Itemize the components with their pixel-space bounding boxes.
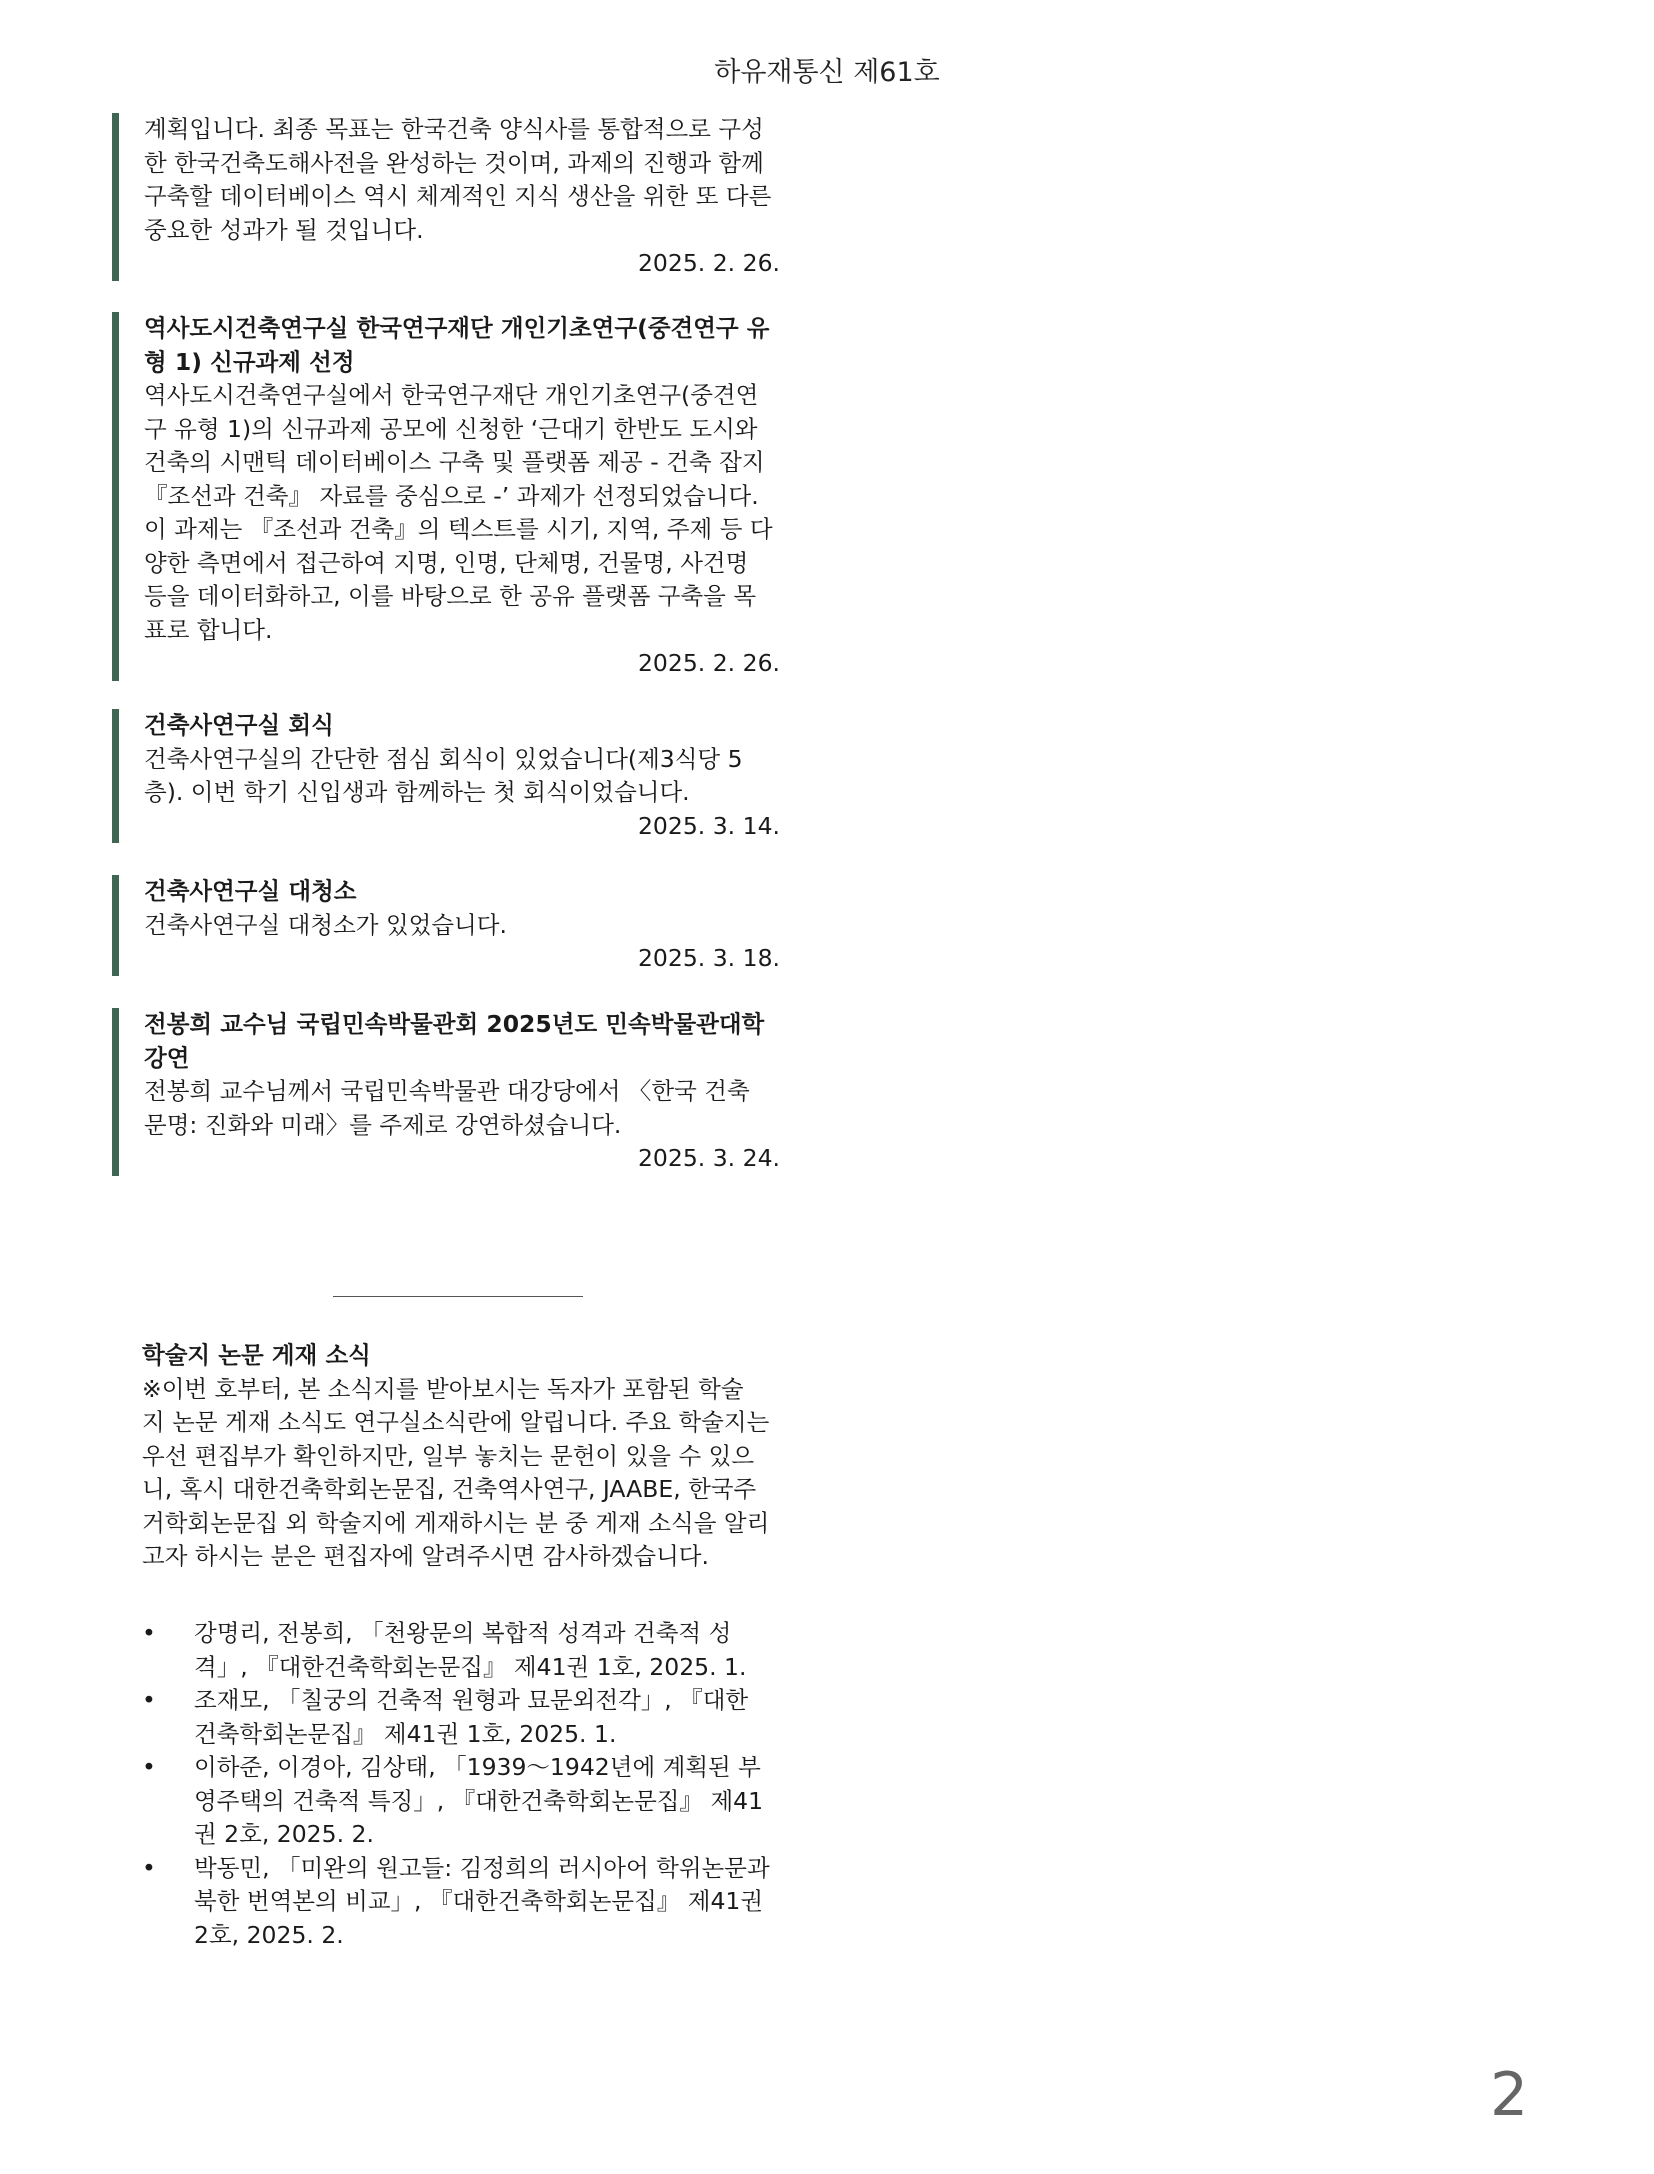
news-body-line: 등을 데이터화하고, 이를 바탕으로 한 공유 플랫폼 구축을 목 [144,582,757,610]
news-title-line: 건축사연구실 회식 [144,711,334,739]
news-date: 2025. 3. 24. [637,1144,780,1172]
news-body-line: 표로 합니다. [144,615,273,644]
newsletter-header: 하유재통신 제61호 [714,57,940,88]
journal-intro-line: ※이번 호부터, 본 소식지를 받아보시는 독자가 포함된 학술 [142,1374,744,1403]
news-body-line: 건축사연구실의 간단한 점심 회식이 있었습니다(제3식당 5 [144,744,743,773]
news-body-line: 건축사연구실 대청소가 있었습니다. [144,910,507,939]
news-body-line: 구축할 데이터베이스 역시 체계적인 지식 생산을 위한 또 다른 [144,182,772,210]
news-date: 2025. 3. 14. [637,811,780,840]
publication-line: 강명리, 전봉희, 「천왕문의 복합적 성격과 건축적 성 [194,1619,732,1647]
journal-section-title: 학술지 논문 게재 소식 [142,1341,371,1369]
news-body-line: 이 과제는 『조선과 건축』의 텍스트를 시기, 지역, 주제 등 다 [144,515,773,543]
publication-line: 북한 번역본의 비교」, 『대한건축학회논문집』 제41권 [194,1887,764,1915]
publication-item [142,1852,778,1953]
news-body-line: 한 한국건축도해사전을 완성하는 것이며, 과제의 진행과 함께 [144,148,764,177]
news-body-line: 『조선과 건축』 자료를 중심으로 -’ 과제가 선정되었습니다. [144,481,759,510]
news-body-line: 전봉희 교수님께서 국립민속박물관 대강당에서 〈한국 건축 [144,1077,750,1105]
publication-line: 건축학회논문집』 제41권 1호, 2025. 1. [194,1719,617,1748]
news-date: 2025. 2. 26. [637,649,780,677]
journal-intro-line: 우선 편집부가 확인하지만, 일부 놓치는 문헌이 있을 수 있으 [142,1441,755,1470]
news-body-line: 중요한 성과가 될 것입니다. [144,215,424,244]
news-body-line: 구 유형 1)의 신규과제 공모에 신청한 ‘근대기 한반도 도시와 [144,414,758,443]
publication-item [142,1617,778,1684]
news-title-line: 형 1) 신규과제 선정 [144,347,355,376]
news-body-line: 계획입니다. 최종 목표는 한국건축 양식사를 통합적으로 구성 [144,115,764,143]
news-title-line: 건축사연구실 대청소 [144,877,357,905]
news-body-line: 역사도시건축연구실에서 한국연구재단 개인기초연구(중견연 [144,381,759,409]
publication-item [142,1684,778,1751]
section-divider [333,1296,583,1297]
publication-line: 조재모, 「칠궁의 건축적 원형과 묘문외전각」, 『대한 [194,1686,749,1714]
news-body-line: 문명: 진화와 미래〉를 주제로 강연하셨습니다. [144,1110,622,1139]
publication-line: 권 2호, 2025. 2. [194,1820,374,1848]
journal-intro-line: 지 논문 게재 소식도 연구실소식란에 알립니다. 주요 학술지는 [142,1408,770,1436]
bullet-icon: • [142,1753,156,1781]
publication-list [142,1617,778,1952]
bullet-icon: • [142,1686,156,1714]
page-number: 2 [1490,2060,1529,2130]
news-title-line: 역사도시건축연구실 한국연구재단 개인기초연구(중견연구 유 [144,314,770,342]
journal-intro-line: 고자 하시는 분은 편집자에 알려주시면 감사하겠습니다. [142,1542,709,1570]
bullet-icon: • [142,1619,156,1647]
news-title-line: 전봉희 교수님 국립민속박물관회 2025년도 민속박물관대학 [144,1010,765,1038]
news-item [112,875,780,976]
news-date: 2025. 2. 26. [637,249,780,277]
news-body-line: 양한 측면에서 접근하여 지명, 인명, 단체명, 건물명, 사건명 [144,548,749,577]
news-title-line: 강연 [144,1043,190,1072]
news-body-line: 층). 이번 학기 신입생과 함께하는 첫 회식이었습니다. [144,778,690,806]
news-date: 2025. 3. 18. [637,944,780,972]
publication-line: 격」, 『대한건축학회논문집』 제41권 1호, 2025. 1. [194,1652,747,1681]
journal-intro-line: 거학회논문집 외 학술지에 게재하시는 분 중 게재 소식을 알리 [142,1508,770,1537]
news-item [112,709,780,843]
publication-line: 영주택의 건축적 특징」, 『대한건축학회논문집』 제41 [194,1786,764,1815]
news-item [112,312,780,681]
publication-item [142,1751,778,1852]
journal-section [142,1339,778,1574]
bullet-icon: • [142,1853,156,1882]
news-item [112,1008,780,1176]
publication-line: 박동민, 「미완의 원고들: 김정희의 러시아어 학위논문과 [194,1853,770,1882]
publication-line: 2호, 2025. 2. [194,1920,344,1949]
news-body-line: 건축의 시맨틱 데이터베이스 구축 및 플랫폼 제공 - 건축 잡지 [144,448,765,476]
news-item [112,113,780,281]
journal-intro-line: 니, 혹시 대한건축학회논문집, 건축역사연구, JAABE, 한국주 [142,1475,757,1503]
publication-line: 이하준, 이경아, 김상태, 「1939～1942년에 계획된 부 [194,1753,761,1781]
